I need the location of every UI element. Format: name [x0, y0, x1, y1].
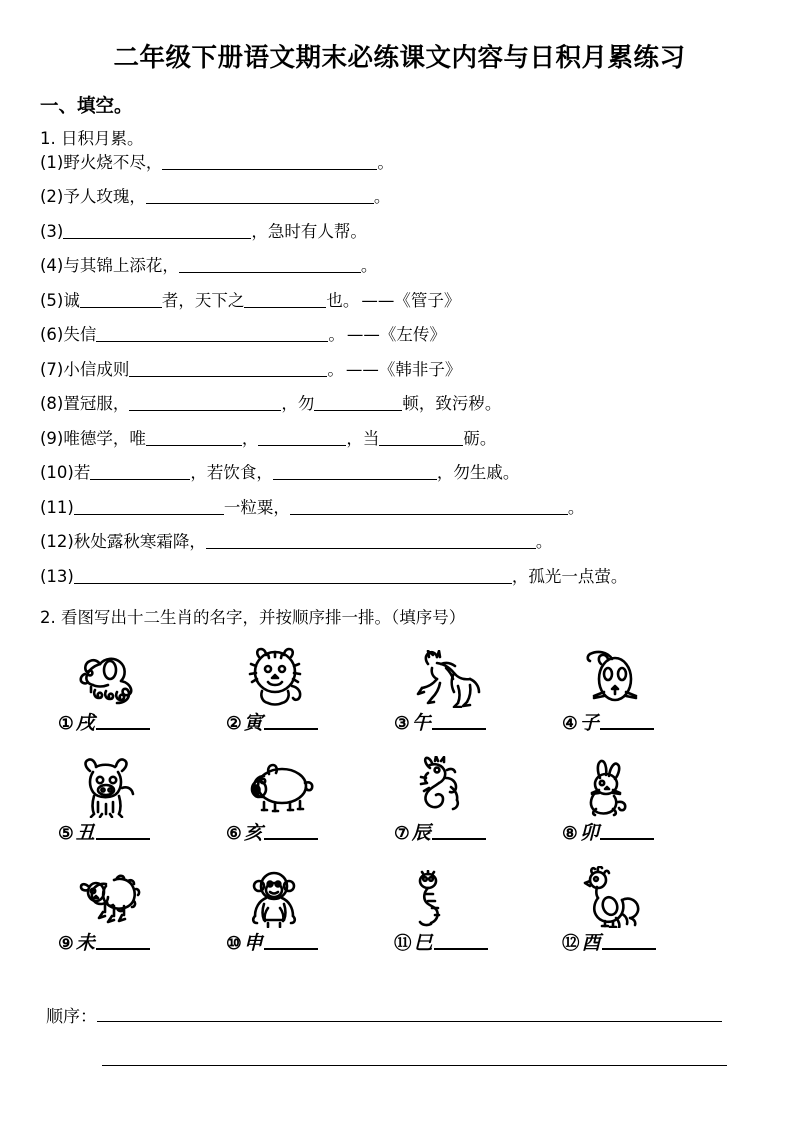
rabbit-icon — [560, 752, 728, 818]
zodiac-cell — [224, 862, 392, 972]
answer-blank[interactable] — [379, 428, 463, 446]
zodiac-answer-blank[interactable] — [96, 933, 150, 950]
question-2-prompt — [40, 608, 793, 628]
zodiac-answer-blank[interactable] — [600, 713, 654, 730]
zodiac-earthly-branch: 午 — [411, 712, 431, 735]
zodiac-answer-blank[interactable] — [264, 933, 318, 950]
fill-blank-number: (4) — [40, 256, 64, 276]
zodiac-index: ⑪ — [394, 934, 412, 955]
fill-blank-text-before: 置冠服， — [63, 394, 130, 414]
fill-blank-text-after: 。 — [377, 152, 394, 172]
fill-blank-text-after: 。 — [360, 256, 378, 276]
zodiac-cell — [56, 862, 224, 972]
zodiac-index: ② — [226, 714, 242, 735]
answer-blank[interactable] — [290, 497, 568, 515]
fill-blank-number: (10) — [40, 463, 74, 483]
fill-blank-text-before: 诚 — [63, 290, 80, 310]
sheep-icon — [56, 862, 224, 928]
zodiac-label — [560, 818, 654, 845]
zodiac-label — [560, 708, 654, 735]
dog-icon — [56, 642, 224, 708]
zodiac-row — [56, 862, 728, 972]
zodiac-row — [56, 642, 728, 752]
fill-blank-text-after: ，孤光一点萤。 — [511, 566, 628, 586]
fill-blank-text-after: 者，天下之 — [161, 290, 245, 310]
answer-blank[interactable] — [63, 221, 251, 239]
answer-blank[interactable] — [80, 290, 162, 308]
order-answer-section — [46, 1002, 793, 1066]
zodiac-earthly-branch: 寅 — [243, 712, 263, 735]
question-2-number: 2. — [40, 608, 56, 628]
zodiac-earthly-branch: 卯 — [579, 822, 599, 845]
order-blank-1[interactable] — [97, 1007, 722, 1022]
fill-blank-text-after: ，若饮食， — [190, 463, 273, 483]
zodiac-label — [224, 708, 318, 735]
section-heading: 一、填空。 — [40, 96, 133, 117]
question-1-text: 日积月累。 — [61, 129, 144, 148]
zodiac-index: ⑥ — [226, 824, 242, 845]
fill-blank-text-after: 。 — [373, 187, 391, 207]
order-label: 顺序： — [46, 1007, 97, 1028]
fill-blank-number: (12) — [40, 532, 74, 552]
fill-blank-text-after: ，勿 — [281, 394, 315, 414]
fill-blank-row — [40, 287, 793, 322]
zodiac-answer-blank[interactable] — [432, 823, 486, 840]
answer-blank[interactable] — [162, 152, 377, 170]
zodiac-cell — [560, 752, 728, 862]
answer-blank[interactable] — [258, 428, 346, 446]
answer-blank[interactable] — [129, 359, 327, 377]
zodiac-label — [560, 928, 656, 955]
zodiac-earthly-branch: 亥 — [243, 822, 263, 845]
fill-blank-row — [40, 149, 793, 184]
fill-blank-text-after: ， — [346, 428, 363, 448]
fill-blank-number: (9) — [40, 428, 64, 448]
zodiac-answer-blank[interactable] — [264, 823, 318, 840]
zodiac-cell — [224, 642, 392, 752]
fill-blank-text-before: 失信 — [63, 325, 97, 345]
zodiac-cell — [392, 862, 560, 972]
fill-blank-text-after: 一粒粟， — [223, 497, 290, 517]
source-citation: ——《管子》 — [361, 290, 461, 310]
answer-blank[interactable] — [206, 531, 536, 549]
fill-blank-text-before: 与其锦上添花， — [63, 256, 179, 276]
fill-blank-row — [40, 252, 793, 287]
zodiac-answer-blank[interactable] — [264, 713, 318, 730]
ox-icon — [56, 752, 224, 818]
fill-blank-number: (5) — [40, 290, 64, 310]
zodiac-answer-blank[interactable] — [602, 933, 656, 950]
fill-blank-text-after: 砺。 — [463, 428, 497, 448]
zodiac-cell — [56, 642, 224, 752]
answer-blank[interactable] — [146, 186, 374, 204]
zodiac-answer-blank[interactable] — [434, 933, 488, 950]
question-2-text: 看图写出十二生肖的名字，并按顺序排一排。（填序号） — [61, 608, 466, 628]
fill-blank-number: (3) — [40, 221, 64, 241]
zodiac-grid — [56, 642, 728, 972]
source-citation: ——《左传》 — [346, 325, 446, 345]
zodiac-cell — [560, 862, 728, 972]
fill-blank-number: (8) — [40, 394, 64, 414]
fill-blank-list — [0, 149, 793, 598]
zodiac-earthly-branch: 辰 — [411, 822, 431, 845]
fill-blank-text-after: ， — [241, 428, 259, 448]
zodiac-cell — [56, 752, 224, 862]
fill-blank-row — [40, 183, 793, 218]
zodiac-index: ⑨ — [58, 934, 74, 955]
fill-blank-row — [40, 563, 793, 598]
fill-blank-row — [40, 321, 793, 356]
answer-blank[interactable] — [244, 290, 326, 308]
pig-icon — [224, 752, 392, 818]
fill-blank-text-before: 唯德学，唯 — [63, 428, 146, 448]
rooster-icon — [560, 862, 728, 928]
fill-blank-row — [40, 528, 793, 563]
zodiac-answer-blank[interactable] — [432, 713, 486, 730]
zodiac-label — [224, 818, 318, 845]
fill-blank-row — [40, 459, 793, 494]
fill-blank-row — [40, 356, 793, 391]
fill-blank-number: (6) — [40, 325, 64, 345]
zodiac-label — [392, 928, 488, 955]
fill-blank-text-tail: 也。 — [326, 290, 360, 310]
fill-blank-number: (13) — [40, 566, 74, 586]
question-1-prompt — [40, 129, 793, 149]
order-blank-2[interactable] — [102, 1055, 727, 1066]
source-citation: ——《韩非子》 — [345, 359, 462, 379]
zodiac-label — [56, 708, 150, 735]
fill-blank-text-tail: ，勿生戚。 — [436, 463, 520, 483]
snake-icon — [392, 862, 560, 928]
zodiac-label — [224, 928, 318, 955]
fill-blank-text-after: ，急时有人帮。 — [251, 221, 367, 241]
fill-blank-number: (1) — [40, 152, 64, 172]
fill-blank-text-after: 。 — [328, 325, 345, 345]
order-line-1 — [46, 1002, 793, 1027]
fill-blank-row — [40, 425, 793, 460]
fill-blank-text-before: 秋处露秋寒霜降， — [73, 532, 206, 552]
zodiac-earthly-branch: 丑 — [75, 822, 95, 845]
fill-blank-number: (11) — [40, 497, 74, 517]
fill-blank-number: (7) — [40, 359, 64, 379]
zodiac-earthly-branch: 未 — [75, 932, 95, 955]
zodiac-index: ④ — [562, 714, 578, 735]
zodiac-cell — [224, 752, 392, 862]
fill-blank-text-before: 予人玫瑰， — [63, 187, 146, 207]
fill-blank-text-after: 。 — [327, 359, 344, 379]
zodiac-cell — [392, 642, 560, 752]
answer-blank[interactable] — [90, 462, 190, 480]
answer-blank[interactable] — [146, 428, 242, 446]
zodiac-index: ⑫ — [562, 934, 580, 955]
fill-blank-text-before: 小信成则 — [63, 359, 130, 379]
fill-blank-number: (2) — [40, 187, 64, 207]
zodiac-index: ⑩ — [226, 934, 242, 955]
answer-blank[interactable] — [96, 324, 328, 342]
dragon-icon — [392, 752, 560, 818]
zodiac-index: ③ — [394, 714, 410, 735]
zodiac-index: ⑧ — [562, 824, 578, 845]
fill-blank-text-before: 若 — [73, 463, 91, 483]
fill-blank-row — [40, 218, 793, 253]
horse-icon — [392, 642, 560, 708]
question-1-number: 1. — [40, 129, 56, 148]
zodiac-cell — [560, 642, 728, 752]
zodiac-index: ⑦ — [394, 824, 410, 845]
zodiac-label — [392, 708, 486, 735]
zodiac-label — [56, 928, 150, 955]
tiger-icon — [224, 642, 392, 708]
zodiac-earthly-branch: 子 — [579, 712, 599, 735]
zodiac-answer-blank[interactable] — [96, 823, 150, 840]
answer-blank[interactable] — [314, 393, 402, 411]
fill-blank-row — [40, 494, 793, 529]
zodiac-answer-blank[interactable] — [96, 713, 150, 730]
answer-blank[interactable] — [129, 393, 281, 411]
fill-blank-row — [40, 390, 793, 425]
zodiac-row — [56, 752, 728, 862]
fill-blank-text-after: 当 — [362, 428, 380, 448]
zodiac-earthly-branch: 戌 — [75, 712, 95, 735]
fill-blank-text-tail: 顿，致污秽。 — [402, 394, 502, 414]
zodiac-cell — [392, 752, 560, 862]
zodiac-answer-blank[interactable] — [600, 823, 654, 840]
zodiac-earthly-branch: 申 — [243, 932, 263, 955]
fill-blank-text-after: 。 — [535, 532, 553, 552]
zodiac-index: ① — [58, 714, 74, 735]
zodiac-index: ⑤ — [58, 824, 74, 845]
fill-blank-text-tail: 。 — [567, 497, 585, 517]
zodiac-earthly-branch: 巳 — [413, 932, 433, 955]
rat-icon — [560, 642, 728, 708]
answer-blank[interactable] — [179, 255, 361, 273]
zodiac-earthly-branch: 酉 — [581, 932, 601, 955]
answer-blank[interactable] — [273, 462, 437, 480]
monkey-icon — [224, 862, 392, 928]
zodiac-label — [392, 818, 486, 845]
fill-blank-text-before: 野火烧不尽， — [63, 152, 163, 172]
answer-blank[interactable] — [74, 497, 224, 515]
zodiac-label — [56, 818, 150, 845]
answer-blank[interactable] — [74, 566, 512, 584]
page-title: 二年级下册语文期末必练课文内容与日积月累练习 — [113, 43, 686, 73]
